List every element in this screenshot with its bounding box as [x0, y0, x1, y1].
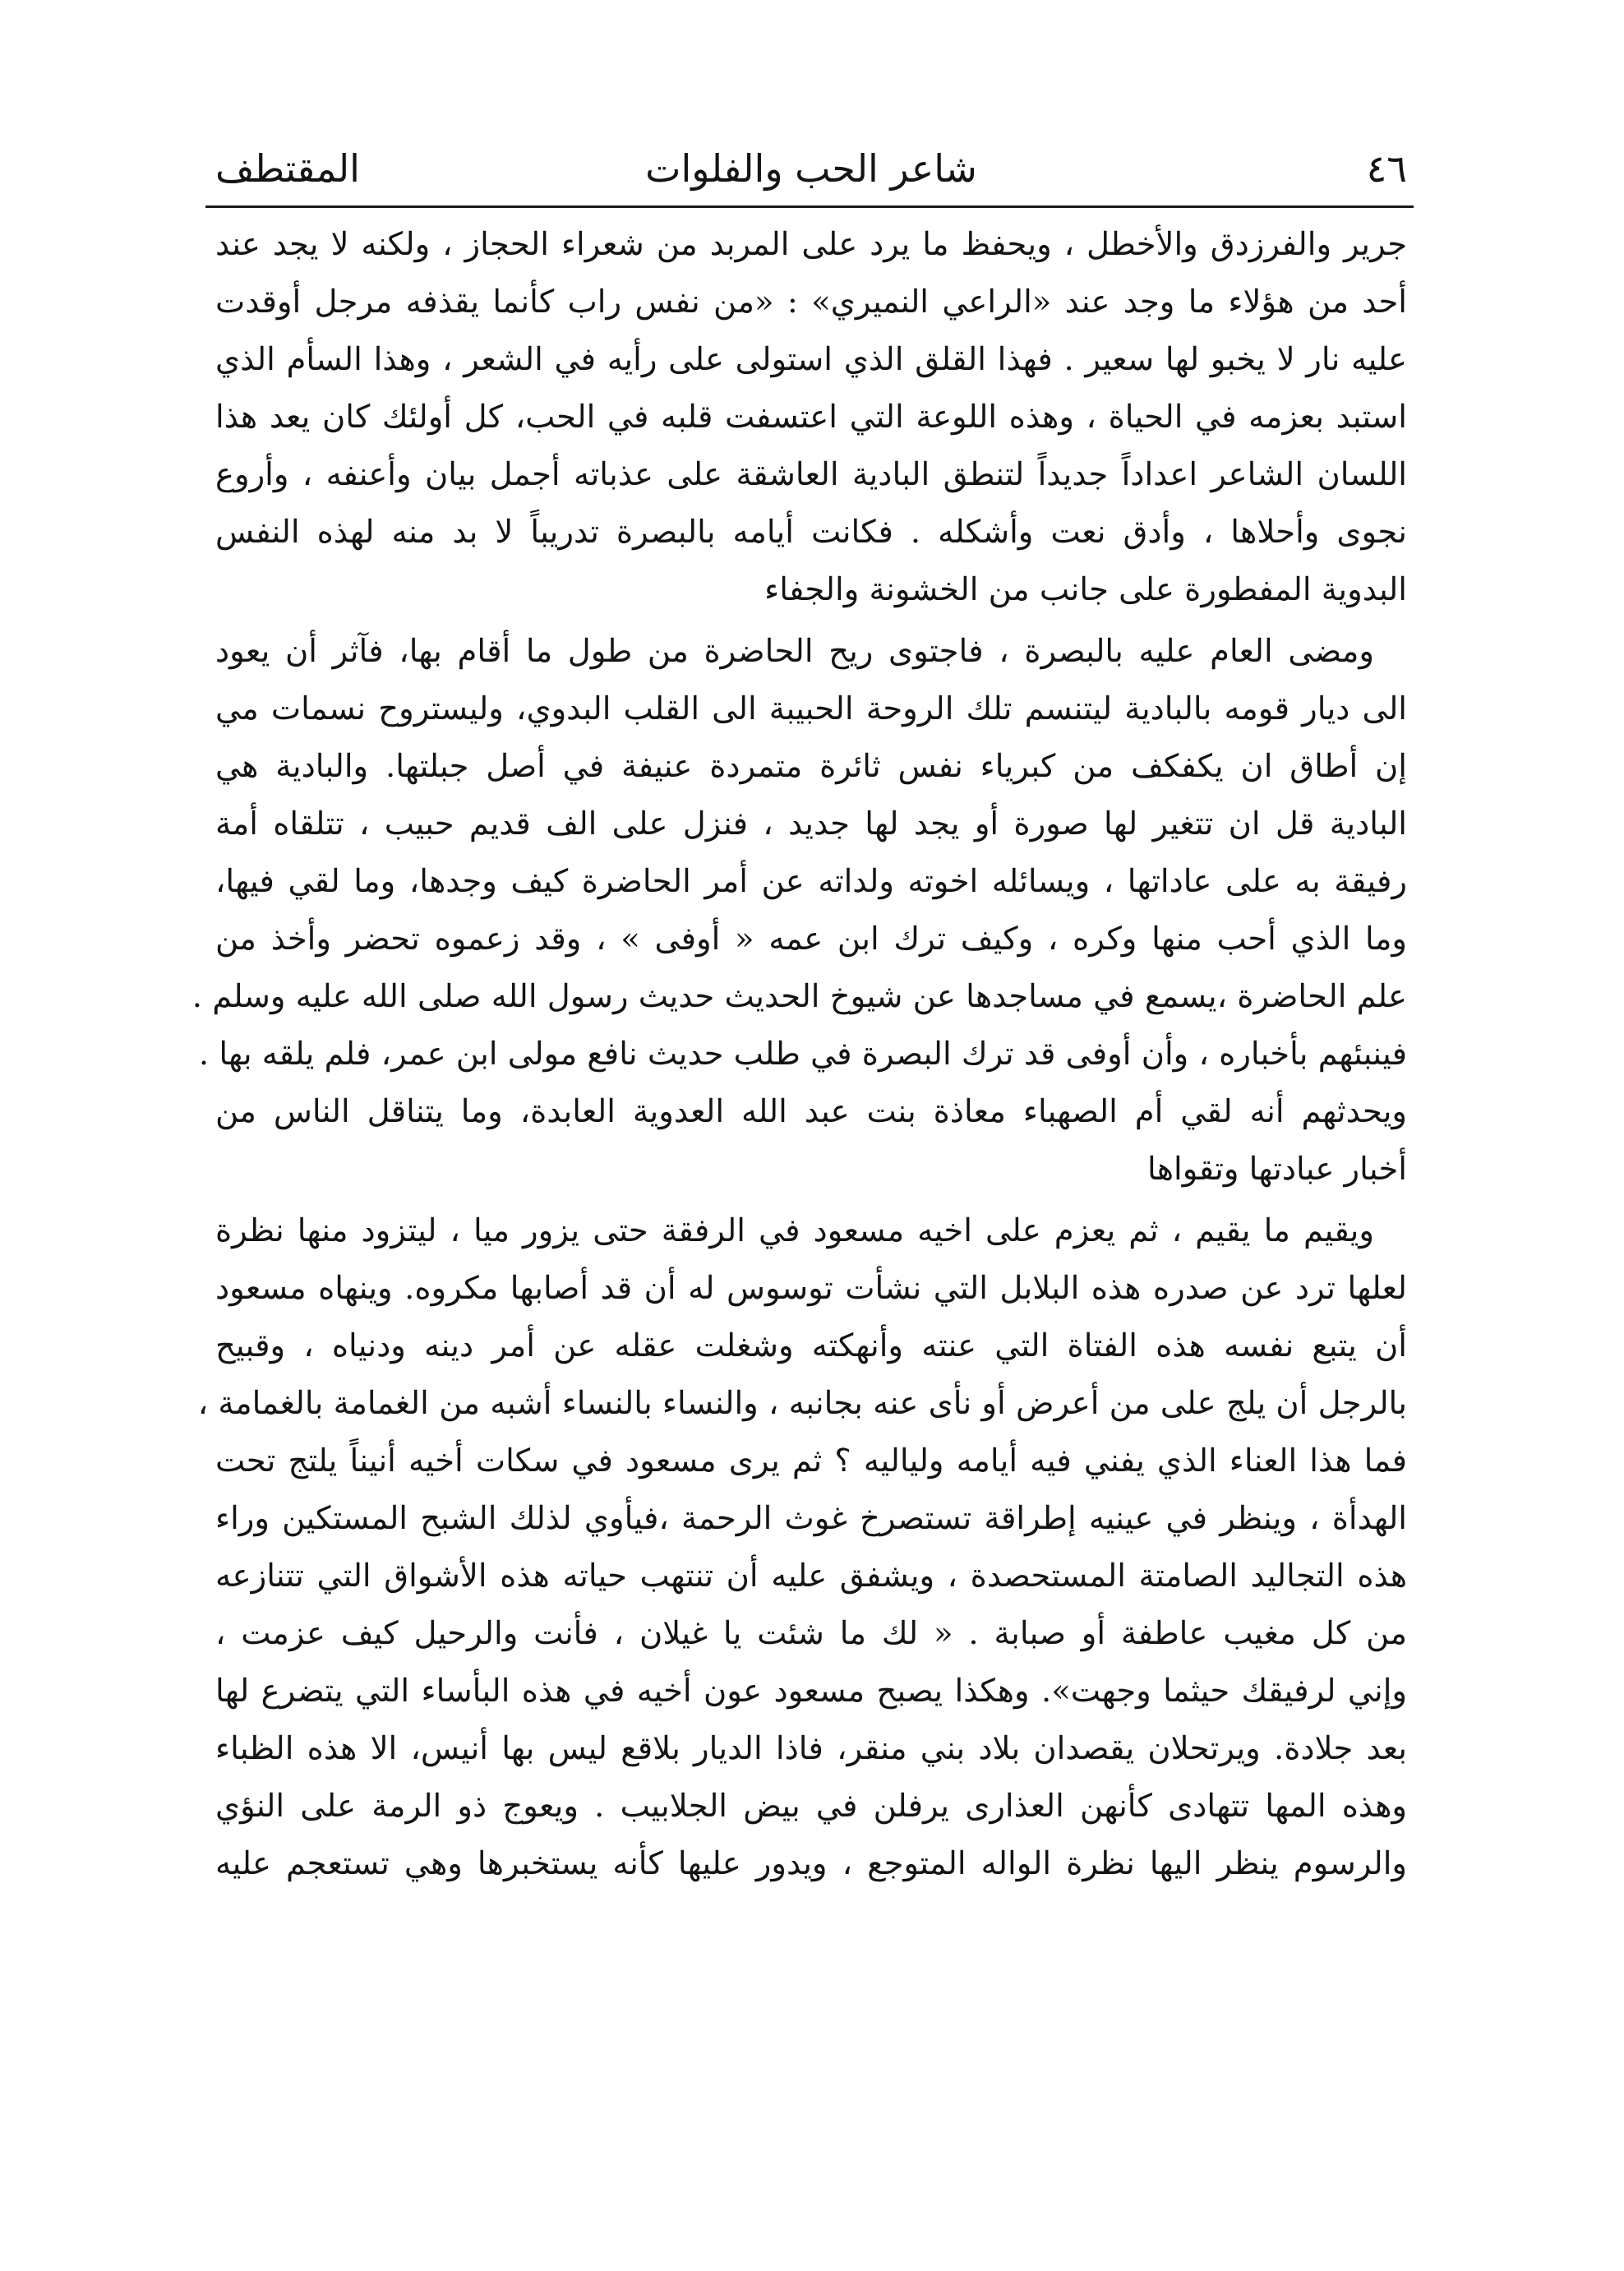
text-line: وما الذي أحب منها وكره ، وكيف ترك ابن عمه « أوفى » ، وقد زعموه تحضر وأخذ من: [215, 921, 1407, 958]
text-line: البدوية المفطورة على جانب من الخشونة والجفاء: [764, 571, 1407, 608]
text-line: أن يتبع نفسه هذه الفتاة التي عنته وأنهكته وشغلت عقله عن أمر دينه ودنياه ، وقبيح: [215, 1327, 1407, 1364]
journal-name: المقتطف: [215, 146, 360, 191]
text-line: بعد جلادة. ويرتحلان يقصدان بلاد بني منقر، فاذا الديار بلاقع ليس بها أنيس، الا هذه الظباء: [215, 1730, 1407, 1767]
text-line: أخبار عبادتها وتقواها: [1147, 1151, 1407, 1188]
page-number: ٤٦: [1366, 146, 1407, 191]
text-line: جرير والفرزدق والأخطل ، ويحفظ ما يرد على المربد من شعراء الحجاز ، ولكنه لا يجد عند: [215, 226, 1407, 263]
page-header: [215, 140, 1407, 197]
text-line: عليه نار لا يخبو لها سعير . فهذا القلق الذي استولى على رأيه في الشعر ، وهذا السأم الذي: [215, 341, 1407, 378]
text-line: لعلها ترد عن صدره هذه البلابل التي نشأت توسوس له أن قد أصابها مكروه. وينهاه مسعود: [215, 1270, 1407, 1307]
text-line: إن أطاق ان يكفكف من كبرياء نفس ثائرة متمردة عنيفة في أصل جبلتها. والبادية هي: [215, 748, 1407, 785]
text-line: استبد بعزمه في الحياة ، وهذه اللوعة التي اعتسفت قلبه في الحب، كل أولئك كان يعد هذا: [215, 399, 1407, 436]
text-line: فما هذا العناء الذي يفني فيه أيامه ولياليه ؟ ثم يرى مسعود في سكات أخيه أنيناً يلتج تحت: [215, 1442, 1407, 1479]
text-line: أحد من هؤلاء ما وجد عند «الراعي النميري» : «من نفس راب كأنما يقذفه مرجل أوقدت: [215, 284, 1407, 321]
text-line: والرسوم ينظر اليها نظرة الواله المتوجع ، ويدور عليها كأنه يستخبرها وهي تستعجم عليه: [215, 1845, 1407, 1882]
text-line: بالرجل أن يلج على من أعرض أو نأى عنه بجانبه ، والنساء بالنساء أشبه من الغمامة بالغمامة ،: [197, 1385, 1407, 1422]
text-line: البادية قل ان تتغير لها صورة أو يجد لها جديد ، فنزل على الف قديم حبيب ، تتلقاه أمة: [215, 805, 1407, 842]
text-line: وإني لرفيقك حيثما وجهت». وهكذا يصبح مسعود عون أخيه في هذه البأساء التي يتضرع لها: [215, 1673, 1407, 1710]
text-line: الهدأة ، وينظر في عينيه إطراقة تستصرخ غوث الرحمة ،فيأوي لذلك الشبح المستكين وراء: [215, 1500, 1407, 1537]
text-line: ويحدثهم أنه لقي أم الصهباء معاذة بنت عبد الله العدوية العابدة، وما يتناقل الناس من: [215, 1093, 1407, 1130]
text-line: علم الحاضرة ،يسمع في مساجدها عن شيوخ الحديث حديث رسول الله صلى الله عليه وسلم .: [191, 978, 1407, 1015]
text-line: رفيقة به على عاداتها ، ويسائله اخوته ولداته عن أمر الحاضرة كيف وجدها، وما لقي فيها،: [215, 863, 1407, 900]
header-rule: [205, 205, 1414, 208]
text-line: هذه التجاليد الصامتة المستحصدة ، ويشفق عليه أن تنتهب حياته هذه الأشواق التي تتنازعه: [215, 1558, 1407, 1595]
text-line: ويقيم ما يقيم ، ثم يعزم على اخيه مسعود في الرفقة حتى يزور ميا ، ليتزود منها نظرة: [215, 1212, 1374, 1249]
running-title: شاعر الحب والفلوات: [645, 146, 977, 191]
text-line: ومضى العام عليه بالبصرة ، فاجتوى ريح الحاضرة من طول ما أقام بها، فآثر أن يعود: [215, 633, 1374, 670]
text-line: وهذه المها تتهادى كأنهن العذارى يرفلن في بيض الجلابيب . ويعوج ذو الرمة على النؤي: [215, 1788, 1407, 1825]
text-line: اللسان الشاعر اعداداً جديداً لتنطق البادية العاشقة على عذباته أجمل بيان وأعنفه ، وأروع: [215, 456, 1407, 493]
text-line: من كل مغيب عاطفة أو صبابة . « لك ما شئت يا غيلان ، فأنت والرحيل كيف عزمت ،: [215, 1615, 1407, 1652]
text-line: فينبئهم بأخباره ، وأن أوفى قد ترك البصرة في طلب حديث نافع مولى ابن عمر، فلم يلقه بها .: [198, 1036, 1407, 1073]
text-line: نجوى وأحلاها ، وأدق نعت وأشكله . فكانت أيامه بالبصرة تدريباً لا بد منه لهذه النفس: [215, 514, 1407, 551]
text-line: الى ديار قومه بالبادية ليتنسم تلك الروحة الحبيبة الى القلب البدوي، وليستروح نسمات مي: [215, 690, 1407, 727]
